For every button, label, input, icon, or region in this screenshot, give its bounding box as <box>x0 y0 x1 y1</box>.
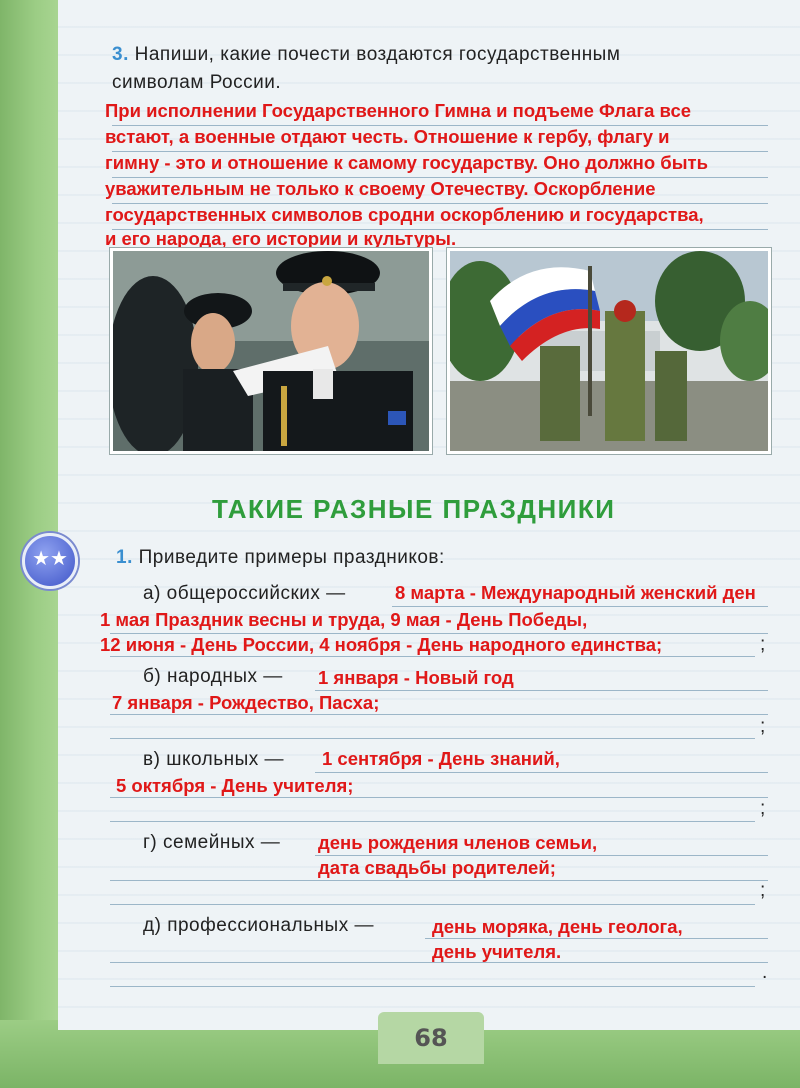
answer-professional: день моряка, день геолога, <box>432 916 683 937</box>
separator: ; <box>760 634 766 655</box>
answer-line <box>110 986 755 987</box>
stars-icon: ★★ <box>32 548 68 570</box>
task3-question-line2: символам России. <box>112 72 282 93</box>
stars-badge <box>22 533 78 589</box>
answer-line <box>315 772 768 773</box>
answer-line <box>425 938 768 939</box>
answer-all-russian: 12 июня - День России, 4 ноября - День народного единства; <box>100 634 663 655</box>
photo-sailors-saluting <box>110 248 432 454</box>
label-school: в) школьных — <box>143 749 285 770</box>
separator: ; <box>760 798 766 819</box>
answer-line <box>110 797 768 798</box>
task3-answer-line: При исполнении Государственного Гимна и подъеме Флага все <box>105 100 692 121</box>
separator: ; <box>760 880 766 901</box>
label-family: г) семейных — <box>143 832 281 853</box>
separator: ; <box>760 716 766 737</box>
task1-number: 1. <box>116 547 133 568</box>
sailors-illustration <box>113 251 429 451</box>
answer-line <box>392 606 768 607</box>
section-title: ТАКИЕ РАЗНЫЕ ПРАЗДНИКИ <box>212 494 616 524</box>
answer-folk: 7 января - Рождество, Пасха; <box>112 692 380 713</box>
task3-answer-line: государственных символов сродни оскорблению и государства, <box>105 204 704 225</box>
answer-line <box>110 714 768 715</box>
answer-line <box>110 738 755 739</box>
answer-family: день рождения членов семьи, <box>318 832 598 853</box>
task1-question: 1. Приведите примеры праздников: <box>116 547 445 568</box>
end-period: . <box>762 962 768 983</box>
parade-illustration <box>450 251 768 451</box>
answer-school: 5 октября - День учителя; <box>116 775 354 796</box>
label-all-russian: а) общероссийских — <box>143 583 346 604</box>
answer-line <box>110 821 755 822</box>
task3-number: 3. <box>112 44 129 65</box>
photo-flag-parade <box>447 248 771 454</box>
answer-line <box>110 880 768 881</box>
task3-question-line1: 3. Напиши, какие почести воздаются государственным <box>112 44 621 65</box>
task3-answer-line: уважительным не только к своему Отечеству. Оскорбление <box>105 178 656 199</box>
answer-all-russian: 1 мая Праздник весны и труда, 9 мая - День Победы, <box>100 609 588 630</box>
answer-professional: день учителя. <box>432 941 562 962</box>
task3-answer-line: гимну - это и отношение к самому государству. Оно должно быть <box>105 152 708 173</box>
page-number: 68 <box>378 1012 484 1064</box>
task3-answer-line: и его народа, его истории и культуры. <box>105 228 457 249</box>
label-professional: д) профессиональных — <box>143 915 374 936</box>
answer-folk: 1 января - Новый год <box>318 667 514 688</box>
answer-family: дата свадьбы родителей; <box>318 857 556 878</box>
answer-line <box>315 855 768 856</box>
answer-all-russian: 8 марта - Международный женский ден <box>395 582 756 603</box>
label-folk: б) народных — <box>143 666 283 687</box>
answer-line <box>315 690 768 691</box>
answer-line <box>110 656 755 657</box>
answer-line <box>110 904 755 905</box>
answer-school: 1 сентября - День знаний, <box>322 748 560 769</box>
task3-answer-line: встают, а военные отдают честь. Отношение к гербу, флагу и <box>105 126 670 147</box>
